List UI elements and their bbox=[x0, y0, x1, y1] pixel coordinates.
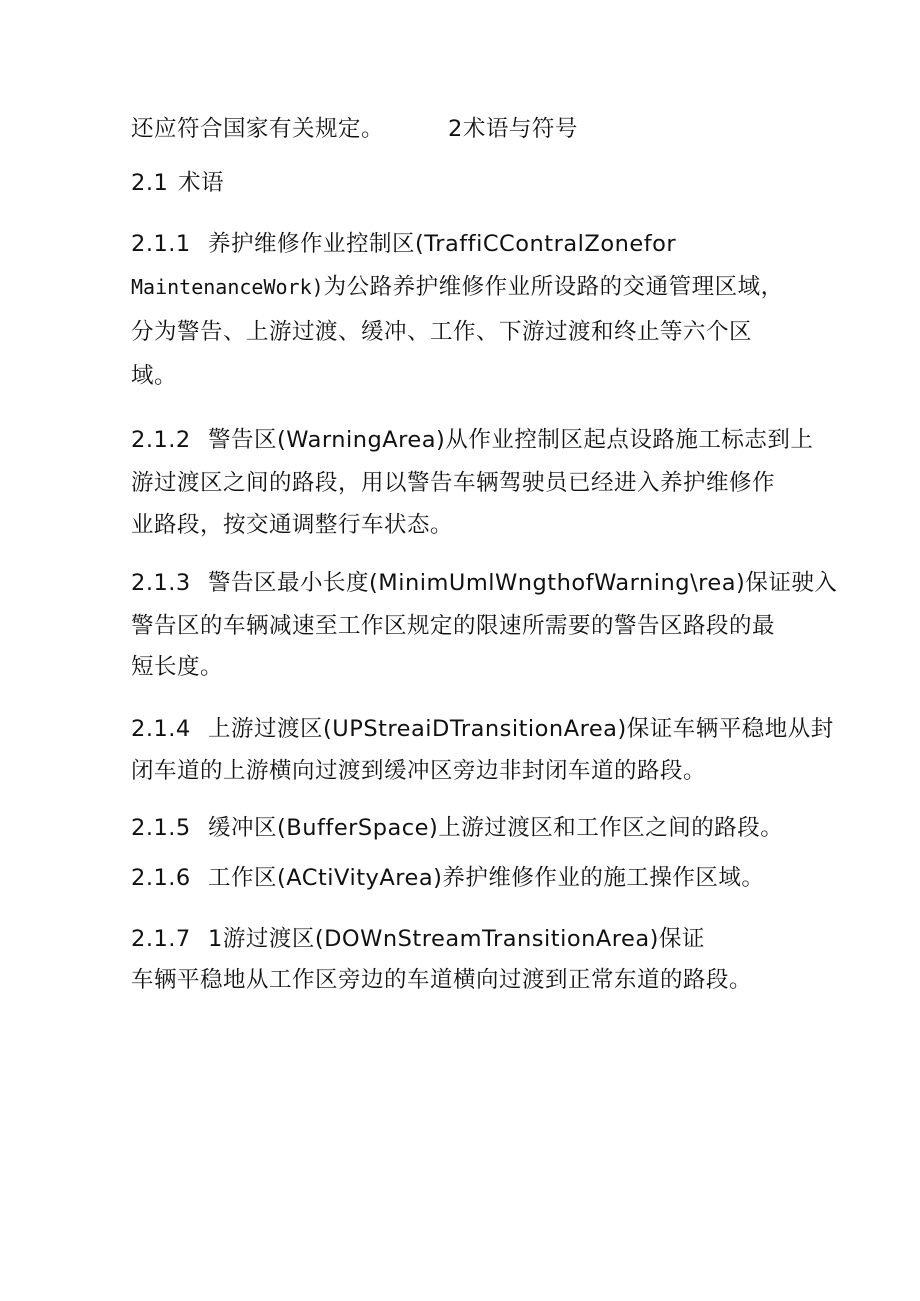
term-text-line: 域。 bbox=[131, 363, 178, 389]
term-continuation bbox=[131, 652, 223, 682]
term-text-line: 车辆平稳地从工作区旁边的车道横向过渡到正常东道的路段。 bbox=[131, 967, 753, 993]
term-text-line: 业路段，按交通调整行车状态。 bbox=[131, 512, 454, 538]
term-number: 2.1.5 bbox=[131, 815, 191, 841]
term-continuation bbox=[131, 272, 784, 302]
chapter-heading: 2术语与符号 bbox=[448, 116, 578, 142]
term-item bbox=[131, 924, 705, 954]
term-item bbox=[131, 425, 813, 455]
term-text-line: 警告区的车辆减速至工作区规定的限速所需要的警告区路段的最 bbox=[131, 613, 776, 639]
term-text-line: 养护维修作业控制区(TraffiCContralZonefor bbox=[208, 231, 677, 257]
term-text-line: 警告区(WarningArea)从作业控制区起点设路施工标志到上 bbox=[208, 427, 814, 453]
term-text-line: 1游过渡区(DOWnStreamTransitionArea)保证 bbox=[208, 926, 705, 952]
term-number: 2.1.6 bbox=[131, 865, 191, 891]
term-item bbox=[131, 813, 783, 843]
term-continuation bbox=[131, 965, 752, 995]
term-text-line: 缓冲区(BufferSpace)上游过渡区和工作区之间的路段。 bbox=[208, 815, 784, 841]
term-number: 2.1.4 bbox=[131, 716, 191, 742]
term-continuation bbox=[131, 317, 752, 347]
term-item bbox=[131, 229, 676, 259]
term-text-line: 为公路养护维修作业所设路的交通管理区域， bbox=[323, 274, 784, 300]
term-number: 2.1.3 bbox=[131, 570, 191, 596]
term-continuation bbox=[131, 510, 453, 540]
term-text-line: 上游过渡区(UPStreaiDTransitionArea)保证车辆平稳地从封 bbox=[208, 716, 834, 742]
term-text-line: 警告区最小长度(MinimUmlWngthofWarning\rea)保证驶入 bbox=[208, 570, 838, 596]
term-number: 2.1.1 bbox=[131, 231, 191, 257]
section-number: 2.1 bbox=[131, 170, 169, 196]
term-continuation bbox=[131, 756, 706, 786]
term-item bbox=[131, 568, 837, 598]
intro-text: 还应符合国家有关规定。 bbox=[131, 116, 385, 142]
term-text-line: 工作区(ACtiVityArea)养护维修作业的施工操作区域。 bbox=[208, 865, 765, 891]
term-item bbox=[131, 863, 764, 893]
term-text-line: 闭车道的上游横向过渡到缓冲区旁边非封闭车道的路段。 bbox=[131, 758, 707, 784]
term-text-line: 短长度。 bbox=[131, 654, 224, 680]
term-number: 2.1.7 bbox=[131, 926, 191, 952]
section-heading bbox=[131, 168, 224, 198]
term-continuation bbox=[131, 611, 775, 641]
term-text-line: 分为警告、上游过渡、缓冲、工作、下游过渡和终止等六个区 bbox=[131, 319, 753, 345]
section-title: 术语 bbox=[178, 170, 225, 196]
term-item bbox=[131, 714, 834, 744]
term-english-name: MaintenanceWork) bbox=[131, 275, 324, 299]
term-continuation bbox=[131, 361, 177, 391]
term-number: 2.1.2 bbox=[131, 427, 191, 453]
term-text-line: 游过渡区之间的路段，用以警告车辆驾驶员已经进入养护维修作 bbox=[131, 470, 776, 496]
intro-line bbox=[131, 114, 578, 144]
term-continuation bbox=[131, 468, 775, 498]
